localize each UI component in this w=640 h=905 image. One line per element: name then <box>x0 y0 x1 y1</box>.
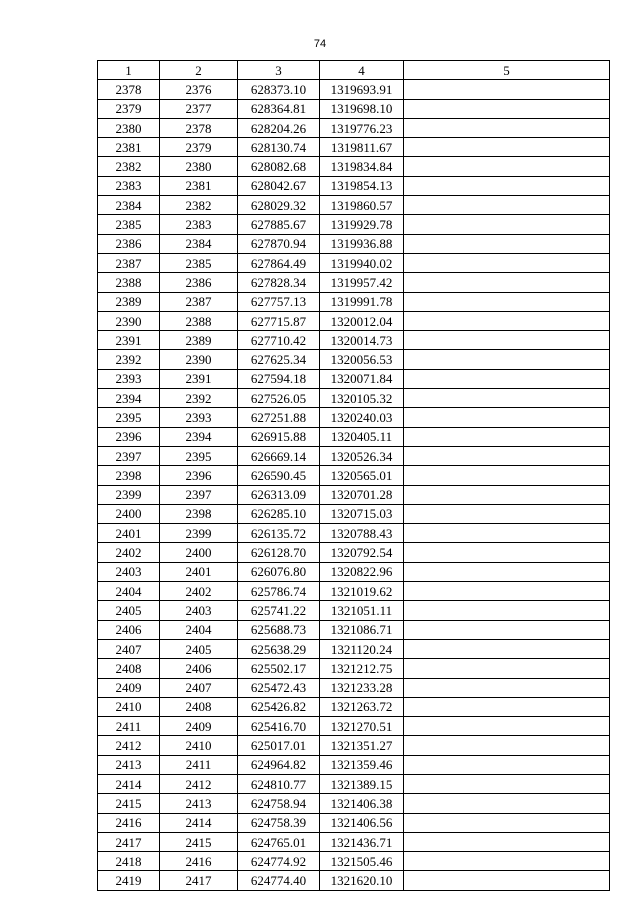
table-cell: 2386 <box>98 234 160 253</box>
table-cell: 1321233.28 <box>320 678 404 697</box>
table-cell: 627625.34 <box>238 350 320 369</box>
table-row <box>98 620 610 639</box>
table-cell: 2393 <box>160 408 238 427</box>
table-cell: 628373.10 <box>238 80 320 99</box>
table-cell: 2409 <box>98 678 160 697</box>
table-cell <box>404 832 610 851</box>
table-cell <box>404 331 610 350</box>
table-cell: 625786.74 <box>238 582 320 601</box>
table-cell: 2396 <box>98 427 160 446</box>
table-row <box>98 717 610 736</box>
table-cell: 1319991.78 <box>320 292 404 311</box>
table-cell: 1321086.71 <box>320 620 404 639</box>
table-cell <box>404 427 610 446</box>
table-cell <box>404 80 610 99</box>
table-cell: 1321505.46 <box>320 852 404 871</box>
table-row <box>98 215 610 234</box>
table-cell: 2410 <box>160 736 238 755</box>
table-row <box>98 176 610 195</box>
table-row <box>98 601 610 620</box>
table-cell <box>404 639 610 658</box>
table-cell <box>404 292 610 311</box>
table-cell: 2399 <box>160 524 238 543</box>
table-cell: 2395 <box>98 408 160 427</box>
table-row <box>98 871 610 890</box>
table-cell <box>404 157 610 176</box>
table-cell: 2394 <box>98 389 160 408</box>
table-cell: 627594.18 <box>238 369 320 388</box>
table-cell <box>404 369 610 388</box>
table-cell <box>404 504 610 523</box>
table-cell <box>404 485 610 504</box>
table-cell: 2409 <box>160 717 238 736</box>
table-cell: 2398 <box>160 504 238 523</box>
table-cell: 1319834.84 <box>320 157 404 176</box>
table-body <box>98 80 610 890</box>
table-row <box>98 794 610 813</box>
table-cell <box>404 543 610 562</box>
table-cell: 1321263.72 <box>320 697 404 716</box>
table-cell: 627715.87 <box>238 311 320 330</box>
table-row <box>98 582 610 601</box>
table-cell: 2379 <box>98 99 160 118</box>
column-header: 1 <box>98 61 160 80</box>
table-cell: 2391 <box>160 369 238 388</box>
table-cell: 2400 <box>160 543 238 562</box>
table-cell: 2403 <box>160 601 238 620</box>
table-cell: 2397 <box>160 485 238 504</box>
table-cell: 626669.14 <box>238 446 320 465</box>
table-cell: 2406 <box>160 659 238 678</box>
table-cell: 1319698.10 <box>320 99 404 118</box>
table-cell: 625638.29 <box>238 639 320 658</box>
table-cell: 2402 <box>160 582 238 601</box>
table-row <box>98 524 610 543</box>
table-cell: 2392 <box>98 350 160 369</box>
table-row <box>98 504 610 523</box>
table-cell: 2391 <box>98 331 160 350</box>
column-header: 2 <box>160 61 238 80</box>
table-row <box>98 755 610 774</box>
table-cell: 2384 <box>160 234 238 253</box>
table-cell <box>404 311 610 330</box>
table-cell: 627526.05 <box>238 389 320 408</box>
table-cell: 1319940.02 <box>320 253 404 272</box>
table-cell: 626285.10 <box>238 504 320 523</box>
table-row <box>98 118 610 137</box>
table-row <box>98 234 610 253</box>
table-cell: 1320014.73 <box>320 331 404 350</box>
table-cell: 2390 <box>98 311 160 330</box>
table-cell: 1319854.13 <box>320 176 404 195</box>
table-cell: 2416 <box>98 813 160 832</box>
table-cell: 2419 <box>98 871 160 890</box>
table-cell: 1321120.24 <box>320 639 404 658</box>
table-cell <box>404 118 610 137</box>
table-cell: 2402 <box>98 543 160 562</box>
table-cell: 1319811.67 <box>320 138 404 157</box>
table-cell: 1321359.46 <box>320 755 404 774</box>
table-row <box>98 736 610 755</box>
table-cell: 625472.43 <box>238 678 320 697</box>
table-cell: 2415 <box>98 794 160 813</box>
table-cell: 2382 <box>160 196 238 215</box>
table-cell: 624810.77 <box>238 774 320 793</box>
table-cell: 628042.67 <box>238 176 320 195</box>
table-cell: 625017.01 <box>238 736 320 755</box>
table-cell: 2390 <box>160 350 238 369</box>
table-cell <box>404 697 610 716</box>
table-row <box>98 138 610 157</box>
table-cell: 2383 <box>98 176 160 195</box>
table-cell: 1321406.56 <box>320 813 404 832</box>
table-cell <box>404 524 610 543</box>
table-cell: 2401 <box>98 524 160 543</box>
table-cell: 2412 <box>160 774 238 793</box>
table-cell: 2389 <box>160 331 238 350</box>
table-row <box>98 774 610 793</box>
table-cell: 2413 <box>98 755 160 774</box>
table-row <box>98 80 610 99</box>
table-cell: 2385 <box>160 253 238 272</box>
table-row <box>98 485 610 504</box>
table-cell: 2401 <box>160 562 238 581</box>
table-cell: 2411 <box>98 717 160 736</box>
table-cell <box>404 755 610 774</box>
table-cell: 2410 <box>98 697 160 716</box>
table-cell <box>404 138 610 157</box>
table-cell: 2393 <box>98 369 160 388</box>
table-cell: 628364.81 <box>238 99 320 118</box>
table-cell: 1320071.84 <box>320 369 404 388</box>
table-row <box>98 659 610 678</box>
table-row <box>98 446 610 465</box>
table-cell: 625426.82 <box>238 697 320 716</box>
table-cell: 1320565.01 <box>320 466 404 485</box>
table-cell: 2412 <box>98 736 160 755</box>
table-cell <box>404 813 610 832</box>
table-cell: 2396 <box>160 466 238 485</box>
table-cell: 2407 <box>98 639 160 658</box>
table-cell: 1320526.34 <box>320 446 404 465</box>
table-cell: 2400 <box>98 504 160 523</box>
table-cell <box>404 389 610 408</box>
table-cell: 625416.70 <box>238 717 320 736</box>
table-cell: 627864.49 <box>238 253 320 272</box>
table-cell: 628029.32 <box>238 196 320 215</box>
table-cell: 628130.74 <box>238 138 320 157</box>
table-cell: 2408 <box>160 697 238 716</box>
table-cell: 1320822.96 <box>320 562 404 581</box>
table-cell: 2376 <box>160 80 238 99</box>
table-cell: 626128.70 <box>238 543 320 562</box>
table-cell: 1319929.78 <box>320 215 404 234</box>
table-cell <box>404 871 610 890</box>
table-cell: 2406 <box>98 620 160 639</box>
table-cell: 2378 <box>98 80 160 99</box>
table-cell: 2389 <box>98 292 160 311</box>
table-cell: 2377 <box>160 99 238 118</box>
table-cell: 1321270.51 <box>320 717 404 736</box>
table-cell <box>404 196 610 215</box>
table-row <box>98 697 610 716</box>
table-cell: 2408 <box>98 659 160 678</box>
table-cell: 1321019.62 <box>320 582 404 601</box>
table-row <box>98 852 610 871</box>
table-cell <box>404 736 610 755</box>
table-cell <box>404 774 610 793</box>
table-cell: 628204.26 <box>238 118 320 137</box>
column-header: 5 <box>404 61 610 80</box>
table-cell: 1320715.03 <box>320 504 404 523</box>
table-row <box>98 543 610 562</box>
table-cell: 626915.88 <box>238 427 320 446</box>
table-cell: 1320788.43 <box>320 524 404 543</box>
table-cell <box>404 562 610 581</box>
table-cell: 2417 <box>160 871 238 890</box>
table-cell: 2405 <box>160 639 238 658</box>
table-cell: 2381 <box>98 138 160 157</box>
table-cell: 627885.67 <box>238 215 320 234</box>
table-cell: 1319936.88 <box>320 234 404 253</box>
table-cell: 625502.17 <box>238 659 320 678</box>
table-row <box>98 311 610 330</box>
table-cell: 1320056.53 <box>320 350 404 369</box>
table-cell <box>404 659 610 678</box>
table-row <box>98 408 610 427</box>
table-cell: 628082.68 <box>238 157 320 176</box>
table-cell: 2416 <box>160 852 238 871</box>
table-row <box>98 273 610 292</box>
table-cell: 2415 <box>160 832 238 851</box>
table-cell: 627870.94 <box>238 234 320 253</box>
table-cell: 2388 <box>160 311 238 330</box>
table-cell: 624964.82 <box>238 755 320 774</box>
table-row <box>98 562 610 581</box>
table-cell: 625688.73 <box>238 620 320 639</box>
table-cell: 2405 <box>98 601 160 620</box>
table-cell: 624774.40 <box>238 871 320 890</box>
table-cell: 2403 <box>98 562 160 581</box>
table-row <box>98 99 610 118</box>
table-cell: 2383 <box>160 215 238 234</box>
table-row <box>98 350 610 369</box>
table-cell: 2414 <box>98 774 160 793</box>
table-cell: 2407 <box>160 678 238 697</box>
column-header: 4 <box>320 61 404 80</box>
table-row <box>98 813 610 832</box>
table-cell: 626135.72 <box>238 524 320 543</box>
table-row <box>98 369 610 388</box>
table-cell: 2417 <box>98 832 160 851</box>
table-cell: 624758.94 <box>238 794 320 813</box>
table-cell: 1321351.27 <box>320 736 404 755</box>
table-cell: 2397 <box>98 446 160 465</box>
table-cell: 1320012.04 <box>320 311 404 330</box>
table-cell <box>404 582 610 601</box>
table-cell: 1321436.71 <box>320 832 404 851</box>
table-cell <box>404 234 610 253</box>
table-cell: 1320792.54 <box>320 543 404 562</box>
table-cell: 2384 <box>98 196 160 215</box>
table-cell <box>404 273 610 292</box>
table-row <box>98 832 610 851</box>
table-cell <box>404 408 610 427</box>
table-header-row <box>98 61 610 80</box>
table-cell: 2394 <box>160 427 238 446</box>
table-row <box>98 427 610 446</box>
table-cell <box>404 446 610 465</box>
table-cell: 627828.34 <box>238 273 320 292</box>
table-cell: 2404 <box>160 620 238 639</box>
table-row <box>98 196 610 215</box>
table-cell: 1319776.23 <box>320 118 404 137</box>
table-cell: 2379 <box>160 138 238 157</box>
table-cell: 2386 <box>160 273 238 292</box>
table-cell: 1321051.11 <box>320 601 404 620</box>
table-cell <box>404 678 610 697</box>
table-cell: 627757.13 <box>238 292 320 311</box>
table-cell: 2380 <box>160 157 238 176</box>
table-row <box>98 253 610 272</box>
table-cell: 1321620.10 <box>320 871 404 890</box>
table-cell: 2418 <box>98 852 160 871</box>
table-cell: 1319693.91 <box>320 80 404 99</box>
table-cell: 1321406.38 <box>320 794 404 813</box>
table-cell: 624758.39 <box>238 813 320 832</box>
table-row <box>98 331 610 350</box>
table-cell <box>404 852 610 871</box>
table-cell: 2404 <box>98 582 160 601</box>
table-row <box>98 292 610 311</box>
table-cell <box>404 215 610 234</box>
table-cell: 626313.09 <box>238 485 320 504</box>
table-cell: 2399 <box>98 485 160 504</box>
table-row <box>98 466 610 485</box>
table-cell <box>404 466 610 485</box>
table-cell: 2392 <box>160 389 238 408</box>
table-cell: 1321212.75 <box>320 659 404 678</box>
table-cell: 1320405.11 <box>320 427 404 446</box>
table-cell: 2387 <box>98 253 160 272</box>
table-cell: 624765.01 <box>238 832 320 851</box>
table-row <box>98 639 610 658</box>
table-cell <box>404 99 610 118</box>
table-cell: 2395 <box>160 446 238 465</box>
table-cell: 625741.22 <box>238 601 320 620</box>
table-cell: 2411 <box>160 755 238 774</box>
table-cell <box>404 620 610 639</box>
coordinates-table <box>97 60 610 891</box>
table-cell <box>404 176 610 195</box>
table-cell: 627251.88 <box>238 408 320 427</box>
table-cell <box>404 717 610 736</box>
table-cell: 1319957.42 <box>320 273 404 292</box>
table-cell: 1319860.57 <box>320 196 404 215</box>
table-cell: 2387 <box>160 292 238 311</box>
column-header: 3 <box>238 61 320 80</box>
table-cell: 626590.45 <box>238 466 320 485</box>
table-cell: 626076.80 <box>238 562 320 581</box>
table-cell: 627710.42 <box>238 331 320 350</box>
table-cell: 2385 <box>98 215 160 234</box>
table-cell <box>404 794 610 813</box>
table-cell: 1320701.28 <box>320 485 404 504</box>
table-cell: 2382 <box>98 157 160 176</box>
page-number: 74 <box>313 38 327 50</box>
table-row <box>98 678 610 697</box>
table-cell: 2398 <box>98 466 160 485</box>
table-cell <box>404 350 610 369</box>
table-cell <box>404 601 610 620</box>
table-row <box>98 157 610 176</box>
table-cell <box>404 253 610 272</box>
table-cell: 2388 <box>98 273 160 292</box>
table-cell: 2378 <box>160 118 238 137</box>
table-cell: 624774.92 <box>238 852 320 871</box>
table-cell: 1320240.03 <box>320 408 404 427</box>
table-cell: 1321389.15 <box>320 774 404 793</box>
table-cell: 2414 <box>160 813 238 832</box>
table-row <box>98 389 610 408</box>
table-cell: 2381 <box>160 176 238 195</box>
table-cell: 2413 <box>160 794 238 813</box>
table-cell: 1320105.32 <box>320 389 404 408</box>
table-cell: 2380 <box>98 118 160 137</box>
